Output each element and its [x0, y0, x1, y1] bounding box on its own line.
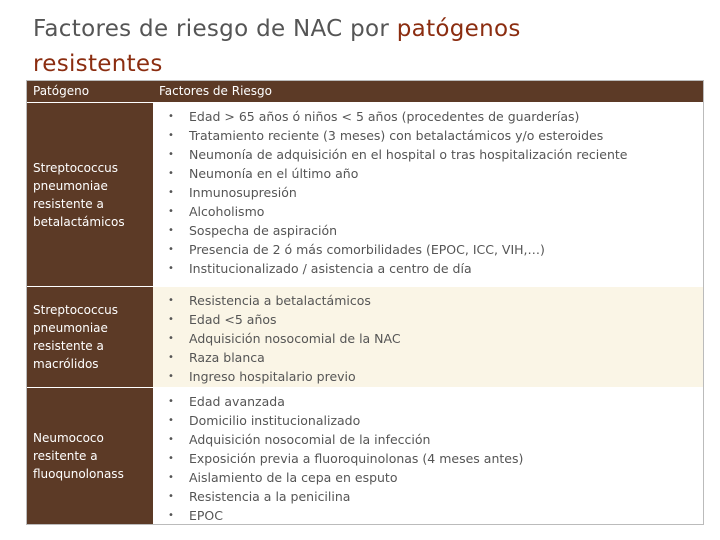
- pathogen-cell: Streptococcus pneumoniae resistente a macrólidos: [27, 287, 153, 387]
- title-accent-2: resistentes: [33, 51, 163, 77]
- title-accent: patógenos: [396, 16, 521, 42]
- factors-cell: [153, 103, 703, 286]
- factors-cell: [153, 388, 703, 524]
- table-row: [27, 102, 703, 286]
- list-item: • Inmunosupresión: [165, 183, 703, 202]
- table-row: [27, 387, 703, 524]
- header-risk-factors: Factores de Riesgo: [159, 84, 272, 98]
- list-item: • Ingreso hospitalario previo: [165, 367, 703, 386]
- title-text: Factores de riesgo de NAC por: [33, 16, 397, 42]
- factor-list: [165, 291, 703, 386]
- list-item: • Resistencia a la penicilina: [165, 487, 703, 506]
- list-item: • Alcoholismo: [165, 202, 703, 221]
- list-item: • Resistencia a betalactámicos: [165, 291, 703, 310]
- list-item: • Raza blanca: [165, 348, 703, 367]
- list-item: • Aislamiento de la cepa en esputo: [165, 468, 703, 487]
- list-item: • Neumonía de adquisición en el hospital o tras hospitalización reciente: [165, 145, 703, 164]
- list-item: • EPOC: [165, 506, 703, 525]
- list-item: • Edad > 65 años ó niños < 5 años (procedentes de guarderías): [165, 107, 703, 126]
- list-item: • Exposición previa a fluoroquinolonas (4 meses antes): [165, 449, 703, 468]
- list-item: • Institucionalizado / asistencia a centro de día: [165, 259, 703, 278]
- list-item: • Sospecha de aspiración: [165, 221, 703, 240]
- list-item: • Presencia de 2 ó más comorbilidades (EPOC, ICC, VIH,…): [165, 240, 703, 259]
- header-pathogen: Patógeno: [33, 84, 90, 98]
- factor-list: [165, 392, 703, 525]
- table-row: [27, 286, 703, 387]
- factors-cell: [153, 287, 703, 387]
- list-item: • Adquisición nosocomial de la NAC: [165, 329, 703, 348]
- list-item: • Neumonía en el último año: [165, 164, 703, 183]
- slide-title: [33, 12, 703, 82]
- table-header: [27, 81, 703, 102]
- list-item: • Edad <5 años: [165, 310, 703, 329]
- factor-list: [165, 107, 703, 278]
- list-item: • Edad avanzada: [165, 392, 703, 411]
- list-item: • Tratamiento reciente (3 meses) con betalactámicos y/o esteroides: [165, 126, 703, 145]
- list-item: • Adquisición nosocomial de la infección: [165, 430, 703, 449]
- list-item: • Domicilio institucionalizado: [165, 411, 703, 430]
- pathogen-cell: Streptococcus pneumoniae resistente a betalactámicos: [27, 103, 153, 286]
- risk-factors-table: [26, 80, 704, 525]
- pathogen-cell: Neumococo resitente a fluoqunolonass: [27, 388, 153, 524]
